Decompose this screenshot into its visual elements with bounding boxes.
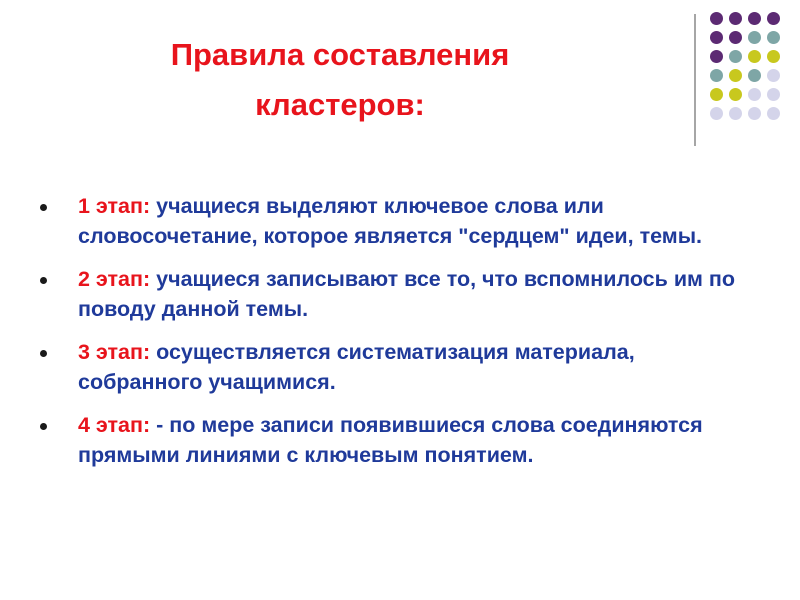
bullet-item-stage-3 xyxy=(38,337,758,397)
bullet-dot-icon xyxy=(40,423,47,430)
decorative-dot xyxy=(710,69,723,82)
decorative-dot xyxy=(729,31,742,44)
stage-label: 3 этап: xyxy=(78,340,151,364)
stage-description: - по мере записи появившиеся слова соединяются прямыми линиями с ключевым понятием. xyxy=(78,413,703,467)
decorative-dot xyxy=(748,69,761,82)
decorative-dot xyxy=(767,50,780,63)
bullet-list xyxy=(38,191,758,483)
slide-title xyxy=(70,30,610,130)
decorative-dot xyxy=(748,12,761,25)
vertical-divider xyxy=(694,14,696,146)
decorative-dot xyxy=(710,88,723,101)
slide-title-line-2: кластеров: xyxy=(255,87,425,122)
slide-title-line-1: Правила составления xyxy=(170,37,510,72)
decorative-dot xyxy=(729,69,742,82)
decorative-dot xyxy=(748,50,761,63)
decorative-dot xyxy=(767,69,780,82)
stage-label: 2 этап: xyxy=(78,267,151,291)
decorative-dot xyxy=(710,50,723,63)
bullet-dot-icon xyxy=(40,350,47,357)
decorative-dot xyxy=(748,88,761,101)
bullet-item-stage-1 xyxy=(38,191,758,251)
bullet-dot-icon xyxy=(40,204,47,211)
decorative-dot xyxy=(748,107,761,120)
decorative-dot xyxy=(710,31,723,44)
decorative-dot xyxy=(710,107,723,120)
decorative-dot xyxy=(729,88,742,101)
decorative-dot xyxy=(767,107,780,120)
stage-label: 1 этап: xyxy=(78,194,151,218)
decorative-dot xyxy=(767,31,780,44)
bullet-item-stage-2 xyxy=(38,264,758,324)
decorative-dot xyxy=(710,12,723,25)
stage-label: 4 этап: xyxy=(78,413,151,437)
decorative-dot xyxy=(729,50,742,63)
bullet-item-stage-4 xyxy=(38,410,758,470)
decorative-dot xyxy=(767,88,780,101)
decorative-dot xyxy=(729,107,742,120)
stage-description: учащиеся записывают все то, что вспомнилось им по поводу данной темы. xyxy=(78,267,736,321)
decorative-dot xyxy=(767,12,780,25)
bullet-dot-icon xyxy=(40,277,47,284)
decorative-dot xyxy=(748,31,761,44)
stage-description: учащиеся выделяют ключевое слова или словосочетание, которое является "сердцем" идеи, темы. xyxy=(78,194,703,248)
stage-description: осуществляется систематизация материала, собранного учащимися. xyxy=(78,340,635,394)
decorative-dot xyxy=(729,12,742,25)
